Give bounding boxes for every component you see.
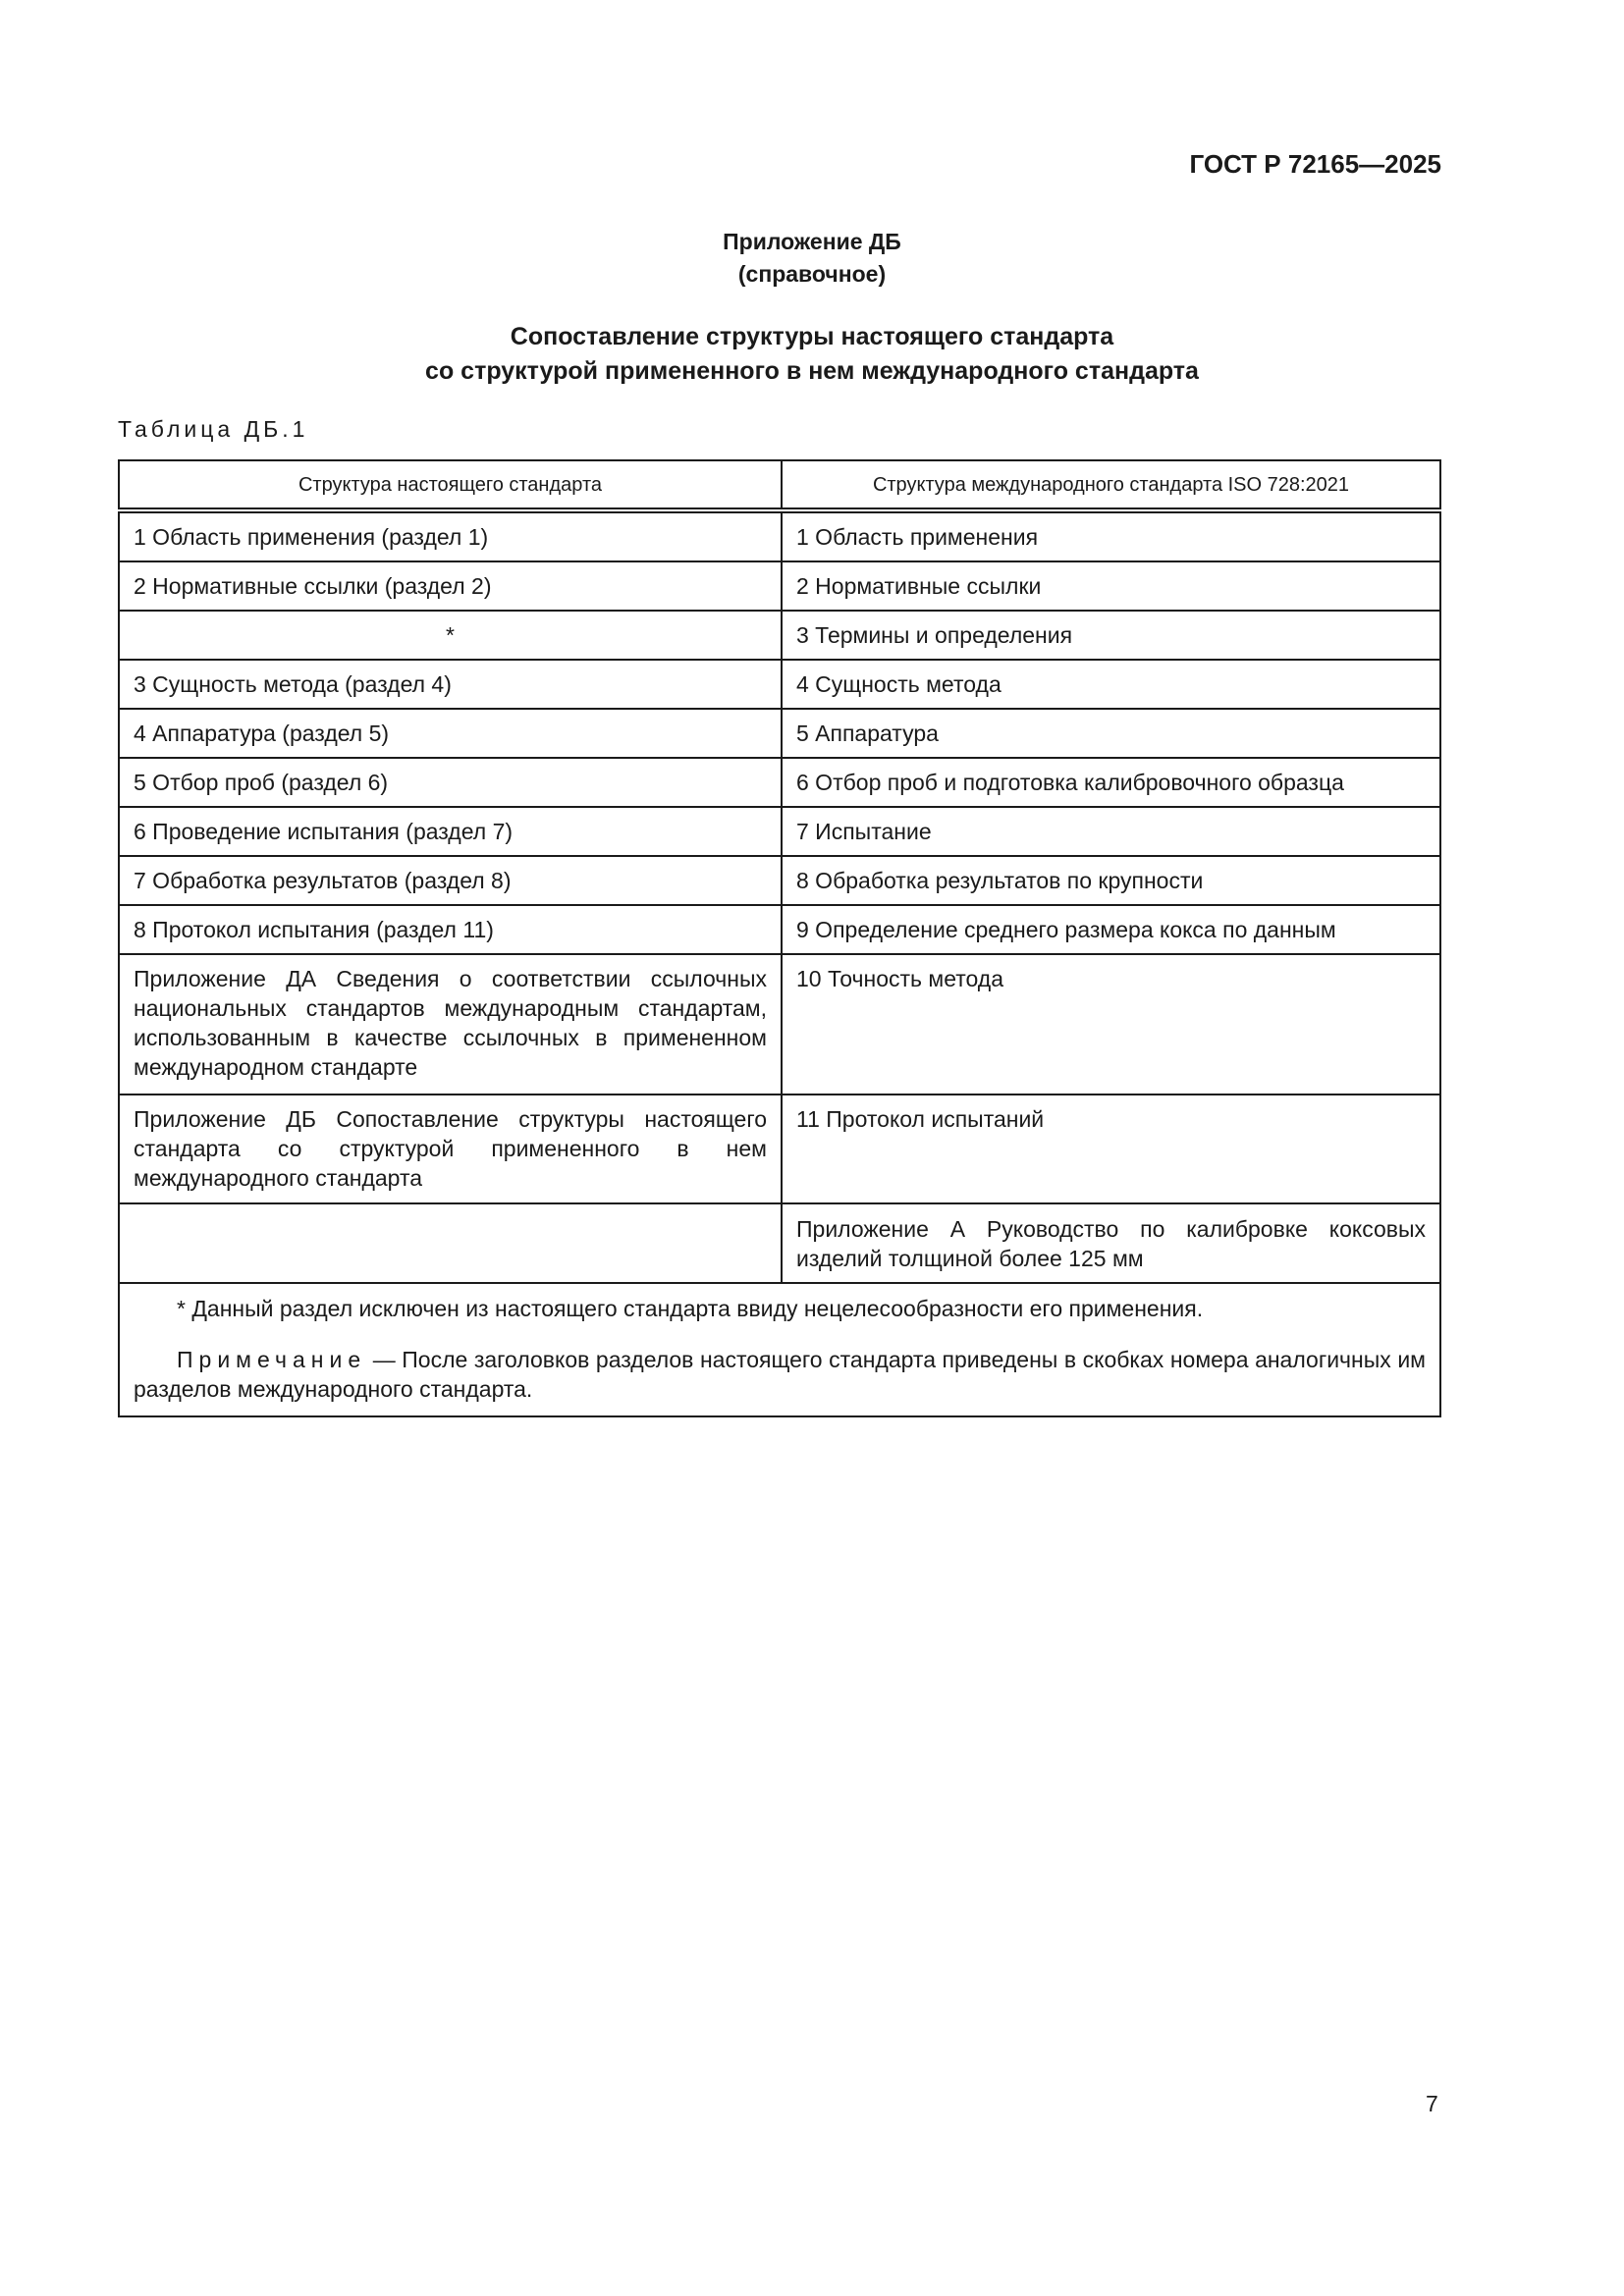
table-cell: 8 Протокол испытания (раздел 11): [119, 905, 782, 954]
note: [134, 1345, 1426, 1404]
heading-line-2: со структурой примененного в нем международного стандарта: [425, 357, 1199, 385]
table-row: [119, 660, 1440, 709]
page-number: 7: [1426, 2091, 1438, 2116]
table-cell: Приложение ДА Сведения о соответствии ссылочных национальных стандартов международным стандартам, использованным в качестве ссылочных в примененном международном стандарте: [119, 954, 782, 1095]
table-cell: 4 Аппаратура (раздел 5): [119, 709, 782, 758]
table-row: [119, 758, 1440, 807]
column-header: Структура международного стандарта ISO 728:2021: [782, 460, 1440, 510]
table-row: [119, 856, 1440, 905]
table-cell: 2 Нормативные ссылки: [782, 561, 1440, 611]
table-footnotes: [119, 1283, 1440, 1416]
table-cell: 4 Сущность метода: [782, 660, 1440, 709]
table-row: [119, 709, 1440, 758]
table-row: [119, 510, 1440, 561]
table-row: [119, 807, 1440, 856]
table-cell: Приложение ДБ Сопоставление структуры настоящего стандарта со структурой примененного в нем международного стандарта: [119, 1095, 782, 1203]
table-cell: 7 Испытание: [782, 807, 1440, 856]
table-cell: 11 Протокол испытаний: [782, 1095, 1440, 1203]
table-row: [119, 1095, 1440, 1203]
note-label: Примечание: [177, 1347, 367, 1372]
table-cell: *: [119, 611, 782, 660]
footnote: * Данный раздел исключен из настоящего стандарта ввиду нецелесообразности его применения.: [177, 1296, 1204, 1321]
table-cell: 5 Отбор проб (раздел 6): [119, 758, 782, 807]
table-cell: 8 Обработка результатов по крупности: [782, 856, 1440, 905]
table-cell: 1 Область применения: [782, 510, 1440, 561]
table-cell: 7 Обработка результатов (раздел 8): [119, 856, 782, 905]
annex-heading: [0, 320, 1624, 389]
table-row: [119, 561, 1440, 611]
annex-name: Приложение ДБ: [723, 229, 901, 254]
heading-line-1: Сопоставление структуры настоящего стандарта: [510, 323, 1114, 350]
annex-type: (справочное): [737, 261, 887, 287]
table-header-row: [119, 460, 1440, 510]
table-row: [119, 611, 1440, 660]
table-cell: 3 Термины и определения: [782, 611, 1440, 660]
annex-title: [0, 226, 1624, 291]
table-cell: 3 Сущность метода (раздел 4): [119, 660, 782, 709]
table-cell: [119, 1203, 782, 1283]
column-header: Структура настоящего стандарта: [119, 460, 782, 510]
table-row: [119, 1203, 1440, 1283]
table-cell: 6 Проведение испытания (раздел 7): [119, 807, 782, 856]
table-cell: 5 Аппаратура: [782, 709, 1440, 758]
table-cell: 6 Отбор проб и подготовка калибровочного образца: [782, 758, 1440, 807]
table-cell: 9 Определение среднего размера кокса по данным: [782, 905, 1440, 954]
table-cell: 10 Точность метода: [782, 954, 1440, 1095]
table-label: Таблица ДБ.1: [118, 416, 309, 442]
table-row: [119, 954, 1440, 1095]
table-footer-row: [119, 1283, 1440, 1416]
table-row: [119, 905, 1440, 954]
note-text: — После заголовков разделов настоящего стандарта приведены в скобках номера аналогичных им разделов международного стандарта.: [134, 1347, 1426, 1402]
table-cell: 2 Нормативные ссылки (раздел 2): [119, 561, 782, 611]
document-code: ГОСТ Р 72165—2025: [1189, 149, 1441, 179]
table-cell: 1 Область применения (раздел 1): [119, 510, 782, 561]
table-cell: Приложение А Руководство по калибровке коксовых изделий толщиной более 125 мм: [782, 1203, 1440, 1283]
comparison-table: [118, 459, 1441, 1417]
